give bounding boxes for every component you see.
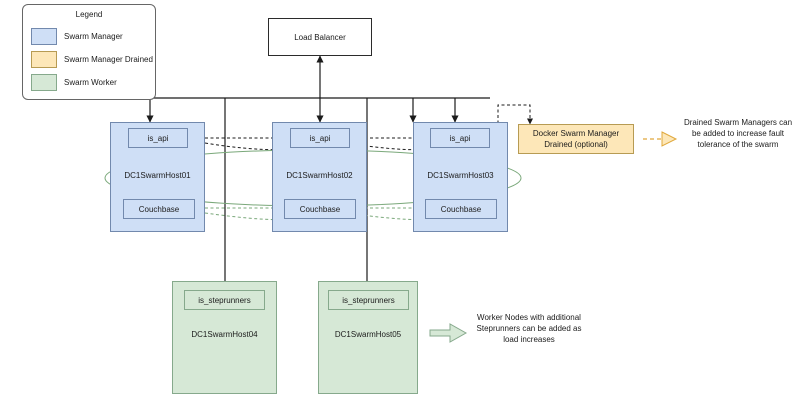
drained-manager-node[interactable]: Docker Swarm Manager Drained (optional) <box>518 124 634 154</box>
manager-host-3-label: DC1SwarmHost03 <box>427 171 494 180</box>
worker-host-4-service-is-steprunners[interactable]: is_steprunners <box>184 290 265 310</box>
manager-host-1-service-is-api[interactable]: is_api <box>128 128 188 148</box>
legend-label-drained: Swarm Manager Drained <box>64 54 153 64</box>
worker-host-4-label: DC1SwarmHost04 <box>191 330 258 339</box>
legend-item-swarm-worker <box>31 73 117 91</box>
note-drained-managers: Drained Swarm Managers can be added to increase fault tolerance of the swarm <box>683 118 793 149</box>
manager-host-3-service-couchbase[interactable]: Couchbase <box>425 199 497 219</box>
worker-host-5-service-is-steprunners[interactable]: is_steprunners <box>328 290 409 310</box>
worker-host-5-label: DC1SwarmHost05 <box>334 330 402 339</box>
legend-item-swarm-manager <box>31 27 123 45</box>
legend-label-worker: Swarm Worker <box>64 77 117 87</box>
manager-host-1-service-couchbase[interactable]: Couchbase <box>123 199 195 219</box>
legend-title: Legend <box>75 10 103 19</box>
manager-host-2-service-couchbase[interactable]: Couchbase <box>284 199 356 219</box>
legend <box>22 4 156 100</box>
load-balancer-node[interactable]: Load Balancer <box>268 18 372 56</box>
manager-host-2-label: DC1SwarmHost02 <box>286 171 353 180</box>
legend-item-swarm-manager-drained <box>31 50 153 68</box>
legend-swatch-worker <box>31 74 57 91</box>
legend-swatch-drained <box>31 51 57 68</box>
manager-host-2-service-is-api[interactable]: is_api <box>290 128 350 148</box>
legend-label-manager: Swarm Manager <box>64 31 123 41</box>
manager-host-1-label: DC1SwarmHost01 <box>124 171 191 180</box>
manager-host-3-service-is-api[interactable]: is_api <box>430 128 490 148</box>
legend-swatch-manager <box>31 28 57 45</box>
note-worker-nodes: Worker Nodes with additional Steprunners can be added as load increases <box>476 313 582 344</box>
